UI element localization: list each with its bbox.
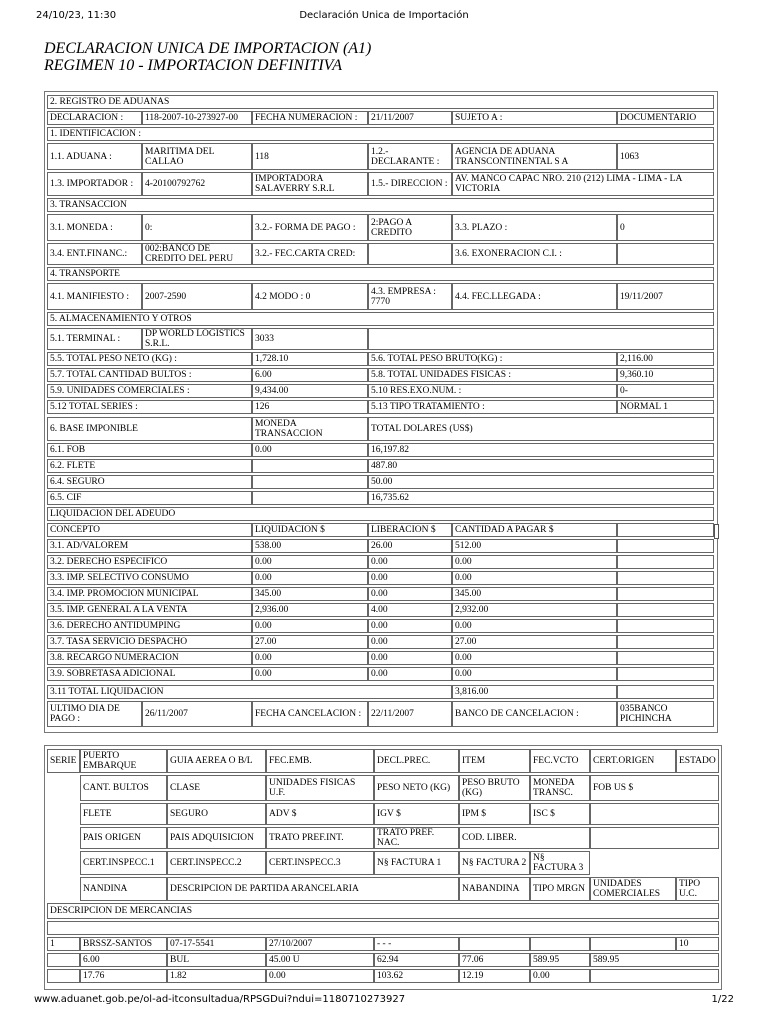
- row3-blank: [47, 969, 80, 983]
- adeudo-blank: [617, 603, 714, 617]
- row-fob: 589.95: [590, 953, 719, 967]
- declaracion-label: DECLARACION :: [47, 111, 142, 125]
- adeudo-header-blank: [617, 523, 714, 537]
- clase-header: CLASE: [167, 775, 266, 801]
- empresa-label: 4.3. EMPRESA : 7770: [368, 283, 452, 310]
- ent-financ-value: 002:BANCO DE CREDITO DEL PERU: [142, 243, 252, 265]
- unicom-label: 5.9. UNIDADES COMERCIALES :: [47, 384, 252, 398]
- resexo-value: 0-: [617, 384, 714, 398]
- trato-pref-nac-header: TRATO PREF. NAC.: [374, 827, 459, 849]
- row-item: [459, 937, 530, 951]
- base-imponible-label: 6. BASE IMPONIBLE: [47, 417, 252, 441]
- adeudo-pagar: 27.00: [452, 635, 617, 649]
- forma-pago-value: 2:PAGO A CREDITO: [368, 214, 452, 241]
- seguro-header: SEGURO: [167, 803, 266, 825]
- adeudo-liquidacion: 538.00: [252, 539, 368, 553]
- print-datetime: 24/10/23, 11:30: [36, 10, 117, 21]
- cant-bultos-header: CANT. BULTOS: [80, 775, 167, 801]
- pesoneto-value: 1,728.10: [252, 352, 368, 366]
- ultimo-dia-pago-value: 26/11/2007: [142, 701, 252, 727]
- adeudo-concepto: 3.8. RECARGO NUMERACION: [47, 651, 252, 665]
- moneda-value: 0:: [142, 214, 252, 241]
- modo-label: 4.2 MODO : 0: [252, 283, 368, 310]
- row-peso-bruto: 77.06: [459, 953, 530, 967]
- series-label: 5.12 TOTAL SERIES :: [47, 400, 252, 414]
- adeudo-blank: [617, 635, 714, 649]
- tipotrat-label: 5.13 TIPO TRATAMIENTO :: [368, 400, 617, 414]
- descripcion-mercancias-header: DESCRIPCION DE MERCANCIAS: [47, 903, 719, 919]
- adeudo-liberacion: 0.00: [368, 635, 452, 649]
- concepto-header: CONCEPTO: [47, 523, 252, 537]
- sujeto-value: DOCUMENTARIO: [617, 111, 714, 125]
- total-liquidacion-value: 3,816.00: [452, 685, 617, 699]
- adeudo-concepto: 3.6. DERECHO ANTIDUMPING: [47, 619, 252, 633]
- peso-neto-header: PESO NETO (KG): [374, 775, 459, 801]
- pais-adquisicion-header: PAIS ADQUISICION: [167, 827, 266, 849]
- banco-cancelacion-value: 035BANCO PICHINCHA: [617, 701, 714, 727]
- title-line-1: DECLARACION UNICA DE IMPORTACION (A1): [44, 40, 372, 57]
- row-fec-emb: 27/10/2007: [266, 937, 374, 951]
- identificacion-heading: 1. IDENTIFICACION :: [47, 127, 714, 141]
- pesobruto-label: 5.6. TOTAL PESO BRUTO(KG) :: [368, 352, 617, 366]
- row-guia: 07-17-5541: [167, 937, 266, 951]
- adeudo-blank: [617, 619, 714, 633]
- blank-header: [590, 803, 719, 825]
- declarante-value: AGENCIA DE ADUANA TRANSCONTINENTAL S A: [452, 143, 617, 170]
- blank-header-2: [590, 827, 719, 849]
- row-estado: 10: [676, 937, 719, 951]
- importador-label: 1.3. IMPORTADOR :: [47, 172, 142, 196]
- fob-us-header: FOB US $: [590, 775, 719, 801]
- browser-print-header: [0, 10, 768, 32]
- row-cant-bultos: 6.00: [80, 953, 167, 967]
- fec-carta-value: [368, 243, 452, 265]
- cod-liber-header: COD. LIBER.: [459, 827, 590, 849]
- moneda-transaccion-header: MONEDA TRANSACCION: [252, 417, 368, 441]
- adeudo-liberacion: 0.00: [368, 619, 452, 633]
- adeudo-liberacion: 0.00: [368, 555, 452, 569]
- fec-vcto-header: FEC.VCTO: [530, 749, 590, 773]
- fob-total: 16,197.82: [368, 443, 714, 457]
- row-cert-origen: [590, 937, 676, 951]
- total-liquidacion-label: 3.11 TOTAL LIQUIDACION: [47, 685, 452, 699]
- flete-header: FLETE: [80, 803, 167, 825]
- liquidacion-header: LIQUIDACION $: [252, 523, 368, 537]
- unidades-fisicas-header: UNIDADES FISICAS U.F.: [266, 775, 374, 801]
- resexo-label: 5.10 RES.EXO.NUM. :: [368, 384, 617, 398]
- adeudo-liquidacion: 0.00: [252, 555, 368, 569]
- fec-emb-header: FEC.EMB.: [266, 749, 374, 773]
- row3-blank-2: [590, 969, 719, 983]
- isc-header: ISC $: [530, 803, 590, 825]
- document-title: [44, 40, 371, 74]
- fec-carta-label: 3.2.- FEC.CARTA CRED:: [252, 243, 368, 265]
- moneda-transc-header: MONEDA TRANSC.: [530, 775, 590, 801]
- adeudo-liquidacion: 0.00: [252, 651, 368, 665]
- flete-total: 487.80: [368, 459, 714, 473]
- adeudo-liberacion: 0.00: [368, 667, 452, 681]
- adeudo-concepto: 3.4. IMP. PROMOCION MUNICIPAL: [47, 587, 252, 601]
- adeudo-blank: [617, 651, 714, 665]
- adeudo-blank: [617, 539, 714, 553]
- adeudo-liberacion: 0.00: [368, 587, 452, 601]
- liquidacion-heading: LIQUIDACION DEL ADEUDO: [47, 507, 714, 521]
- desc-partida-header: DESCRIPCION DE PARTIDA ARANCELARIA: [167, 877, 459, 901]
- sujeto-label: SUJETO A :: [452, 111, 617, 125]
- row-adv: 0.00: [266, 969, 374, 983]
- print-page-title: Declaración Unica de Importación: [299, 10, 469, 21]
- adv-header: ADV $: [266, 803, 374, 825]
- liberacion-header: LIBERACION $: [368, 523, 452, 537]
- adeudo-pagar: 0.00: [452, 555, 617, 569]
- declarante-label: 1.2.- DECLARANTE :: [368, 143, 452, 170]
- almacenamiento-heading: 5. ALMACENAMIENTO Y OTROS: [47, 312, 714, 326]
- transporte-heading: 4. TRANSPORTE: [47, 267, 714, 281]
- row-fec-vcto: [530, 937, 590, 951]
- adeudo-pagar: 0.00: [452, 651, 617, 665]
- cif-moneda-trans: [252, 491, 368, 505]
- adeudo-liberacion: 26.00: [368, 539, 452, 553]
- trato-pref-int-header: TRATO PREF.INT.: [266, 827, 374, 849]
- terminal-value: DP WORLD LOGISTICS S.R.L.: [142, 328, 252, 350]
- row-moneda-transc: 589.95: [530, 953, 590, 967]
- fec-llegada-label: 4.4. FEC.LLEGADA :: [452, 283, 617, 310]
- decl-prec-header: DECL.PREC.: [374, 749, 459, 773]
- cert-inspecc-3-header: CERT.INSPECC.3: [266, 851, 374, 875]
- aduana-label: 1.1. ADUANA :: [47, 143, 142, 170]
- adeudo-liquidacion: 0.00: [252, 667, 368, 681]
- fecha-numeracion-value: 21/11/2007: [368, 111, 452, 125]
- declaracion-value: 118-2007-10-273927-00: [142, 111, 252, 125]
- adeudo-pagar: 0.00: [452, 619, 617, 633]
- direccion-label: 1.5.- DIRECCION :: [368, 172, 452, 196]
- registro-heading: 2. REGISTRO DE ADUANAS: [47, 95, 714, 109]
- cert-inspecc-1-header: CERT.INSPECC.1: [80, 851, 167, 875]
- tipo-uc-header: TIPO U.C.: [676, 877, 719, 901]
- item-header: ITEM: [459, 749, 530, 773]
- declarante-code: 1063: [617, 143, 714, 170]
- banco-cancelacion-label: BANCO DE CANCELACION :: [452, 701, 617, 727]
- row-ipm: 12.19: [459, 969, 530, 983]
- tipo-mrgn-header: TIPO MRGN: [530, 877, 590, 901]
- bultos-label: 5.7. TOTAL CANTIDAD BULTOS :: [47, 368, 252, 382]
- unidades-comerciales-header: UNIDADES COMERCIALES: [590, 877, 676, 901]
- forma-pago-label: 3.2.- FORMA DE PAGO :: [252, 214, 368, 241]
- terminal-blank: [368, 328, 714, 350]
- adeudo-liquidacion: 2,936.00: [252, 603, 368, 617]
- adeudo-concepto: 3.9. SOBRETASA ADICIONAL: [47, 667, 252, 681]
- cif-label: 6.5. CIF: [47, 491, 252, 505]
- factura-3-header: N§ FACTURA 3: [530, 851, 590, 875]
- scrollbar-thumb[interactable]: [714, 524, 719, 539]
- bultos-value: 6.00: [252, 368, 368, 382]
- aduana-code: 118: [252, 143, 368, 170]
- series-value: 126: [252, 400, 368, 414]
- cantidad-pagar-header: CANTIDAD A PAGAR $: [452, 523, 617, 537]
- pais-origen-header: PAIS ORIGEN: [80, 827, 167, 849]
- row2-blank: [47, 953, 80, 967]
- adeudo-liberacion: 0.00: [368, 651, 452, 665]
- adeudo-liberacion: 0.00: [368, 571, 452, 585]
- nandina-header: NANDINA: [80, 877, 167, 901]
- ultimo-dia-pago-label: ULTIMO DIA DE PAGO :: [47, 701, 142, 727]
- unicom-value: 9,434.00: [252, 384, 368, 398]
- factura-2-header: N§ FACTURA 2: [459, 851, 530, 875]
- title-line-2: REGIMEN 10 - IMPORTACION DEFINITIVA: [44, 57, 343, 74]
- adeudo-liquidacion: 345.00: [252, 587, 368, 601]
- row-unidades-fisicas: 45.00 U: [266, 953, 374, 967]
- seguro-total: 50.00: [368, 475, 714, 489]
- importador-value: IMPORTADORA SALAVERRY S.R.L: [252, 172, 368, 196]
- adeudo-blank: [617, 587, 714, 601]
- adeudo-blank: [617, 555, 714, 569]
- row-flete: 17.76: [80, 969, 167, 983]
- nabandina-header: NABANDINA: [459, 877, 530, 901]
- transaccion-heading: 3. TRANSACCION: [47, 198, 714, 212]
- peso-bruto-header: PESO BRUTO (KG): [459, 775, 530, 801]
- manifiesto-value: 2007-2590: [142, 283, 252, 310]
- plazo-value: 0: [617, 214, 714, 241]
- terminal-label: 5.1. TERMINAL :: [47, 328, 142, 350]
- exoneracion-label: 3.6. EXONERACION C.I. :: [452, 243, 617, 265]
- row-isc: 0.00: [530, 969, 590, 983]
- adeudo-concepto: 3.5. IMP. GENERAL A LA VENTA: [47, 603, 252, 617]
- unifisicas-value: 9,360.10: [617, 368, 714, 382]
- total-dolares-header: TOTAL DOLARES (US$): [368, 417, 714, 441]
- pesobruto-value: 2,116.00: [617, 352, 714, 366]
- adeudo-concepto: 3.7. TASA SERVICIO DESPACHO: [47, 635, 252, 649]
- ent-financ-label: 3.4. ENT.FINANC.:: [47, 243, 142, 265]
- direccion-value: AV. MANCO CAPAC NRO. 210 (212) LIMA - LIMA - LA VICTORIA: [452, 172, 714, 196]
- adeudo-pagar: 512.00: [452, 539, 617, 553]
- fob-label: 6.1. FOB: [47, 443, 252, 457]
- fecha-cancelacion-value: 22/11/2007: [368, 701, 452, 727]
- adeudo-liquidacion: 27.00: [252, 635, 368, 649]
- tipotrat-value: NORMAL 1: [617, 400, 714, 414]
- serie-header: SERIE: [47, 749, 80, 773]
- adeudo-blank: [617, 571, 714, 585]
- browser-print-footer: [0, 994, 768, 1012]
- puerto-header: PUERTO EMBARQUE: [80, 749, 167, 773]
- row-seguro: 1.82: [167, 969, 266, 983]
- blank-row: [47, 921, 719, 935]
- cif-total: 16,735.62: [368, 491, 714, 505]
- print-url[interactable]: www.aduanet.gob.pe/ol-ad-itconsultadua/RPSGDui?ndui=1180710273927: [34, 994, 406, 1005]
- igv-header: IGV $: [374, 803, 459, 825]
- estado-header: ESTADO: [676, 749, 719, 773]
- adeudo-liberacion: 4.00: [368, 603, 452, 617]
- plazo-label: 3.3. PLAZO :: [452, 214, 617, 241]
- row-decl-prec: - - -: [374, 937, 459, 951]
- seguro-label: 6.4. SEGURO: [47, 475, 252, 489]
- manifiesto-label: 4.1. MANIFIESTO :: [47, 283, 142, 310]
- moneda-label: 3.1. MONEDA :: [47, 214, 142, 241]
- adeudo-concepto: 3.1. AD/VALOREM: [47, 539, 252, 553]
- adeudo-pagar: 0.00: [452, 667, 617, 681]
- adeudo-blank: [617, 667, 714, 681]
- unifisicas-label: 5.8. TOTAL UNIDADES FISICAS :: [368, 368, 617, 382]
- print-page-number: 1/22: [711, 994, 734, 1005]
- cert-origen-header: CERT.ORIGEN: [590, 749, 676, 773]
- fob-moneda-trans: 0.00: [252, 443, 368, 457]
- row-serie: 1: [47, 937, 80, 951]
- adeudo-pagar: 0.00: [452, 571, 617, 585]
- adeudo-concepto: 3.3. IMP. SELECTIVO CONSUMO: [47, 571, 252, 585]
- adeudo-concepto: 3.2. DERECHO ESPECIFICO: [47, 555, 252, 569]
- pesoneto-label: 5.5. TOTAL PESO NETO (KG) :: [47, 352, 252, 366]
- seguro-moneda-trans: [252, 475, 368, 489]
- fec-llegada-value: 19/11/2007: [617, 283, 714, 310]
- factura-1-header: N§ FACTURA 1: [374, 851, 459, 875]
- importador-ruc: 4-20100792762: [142, 172, 252, 196]
- fecha-cancelacion-label: FECHA CANCELACION :: [252, 701, 368, 727]
- cert-inspecc-2-header: CERT.INSPECC.2: [167, 851, 266, 875]
- row-puerto: BRSSZ-SANTOS: [80, 937, 167, 951]
- row-peso-neto: 62.94: [374, 953, 459, 967]
- adeudo-liquidacion: 0.00: [252, 619, 368, 633]
- adeudo-pagar: 2,932.00: [452, 603, 617, 617]
- exoneracion-value: [617, 243, 714, 265]
- flete-moneda-trans: [252, 459, 368, 473]
- flete-label: 6.2. FLETE: [47, 459, 252, 473]
- ipm-header: IPM $: [459, 803, 530, 825]
- adeudo-liquidacion: 0.00: [252, 571, 368, 585]
- aduana-value: MARITIMA DEL CALLAO: [142, 143, 252, 170]
- guia-header: GUIA AEREA O B/L: [167, 749, 266, 773]
- adeudo-pagar: 345.00: [452, 587, 617, 601]
- total-liquidacion-blank: [617, 685, 714, 699]
- row-igv: 103.62: [374, 969, 459, 983]
- terminal-code: 3033: [252, 328, 368, 350]
- row-clase: BUL: [167, 953, 266, 967]
- fecha-numeracion-label: FECHA NUMERACION :: [252, 111, 368, 125]
